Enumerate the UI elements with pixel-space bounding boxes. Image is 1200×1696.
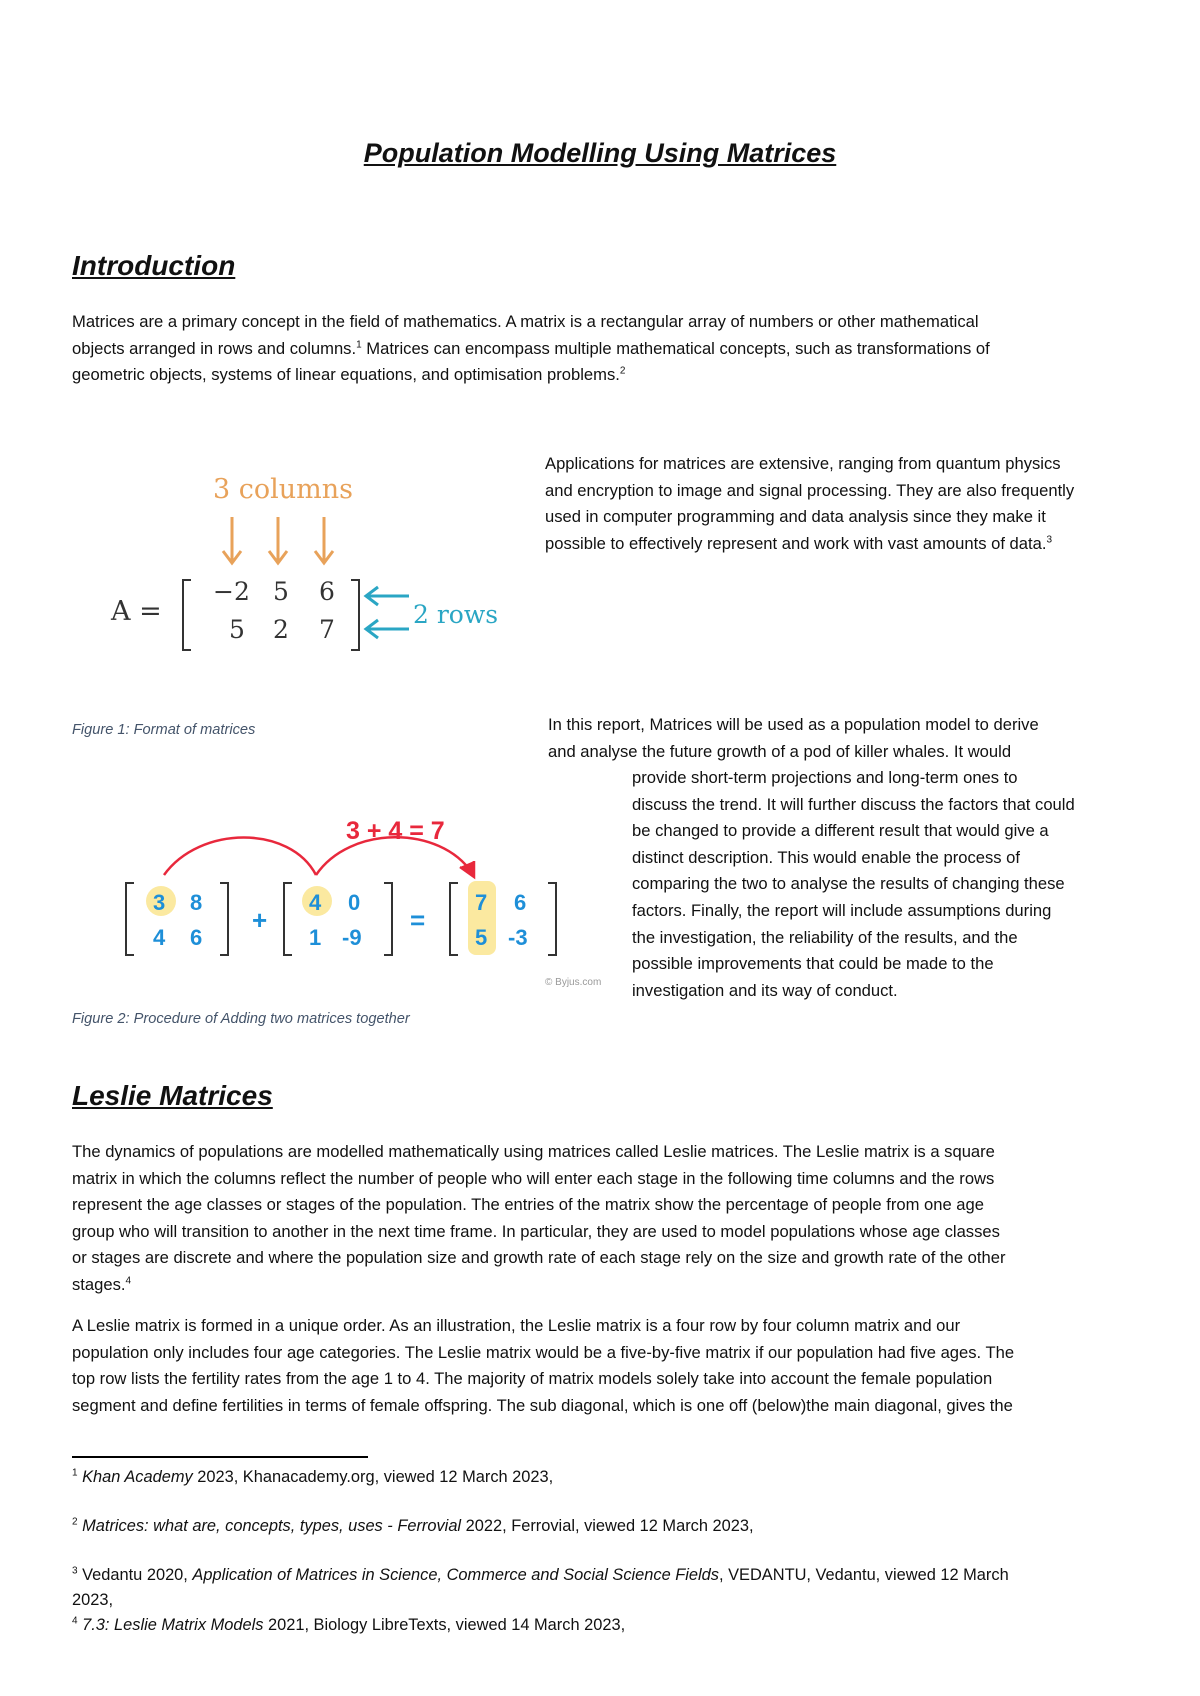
matrix-cell: 4 (153, 925, 166, 950)
applications-paragraph: Applications for matrices are extensive, ranging from quantum physics and encryption to image and signal processing. They are also frequently used in computer programming and data analysis since they make it possible to effectively represent and work with vast amounts of data.$^3$ (545, 454, 1075, 553)
matrix-cell: 5 (273, 577, 289, 606)
matrix-2-brackets (284, 883, 392, 955)
row-arrows (366, 587, 409, 638)
matrix-cell: 6 (319, 577, 335, 606)
figure-2-caption: Figure 2: Procedure of Adding two matrices together (72, 1011, 410, 1027)
matrix-cell: 6 (514, 890, 527, 915)
matrix-1-brackets (126, 883, 228, 955)
intro-line-3: geometric objects, systems of linear equations, and optimisation problems.$^2$ (72, 365, 626, 385)
matrix-addition-figure (120, 805, 620, 995)
addition-equation: 3 + 4 = 7 (346, 817, 445, 845)
footnote-divider (72, 1456, 368, 1458)
matrix-3-brackets (450, 883, 556, 955)
image-credit: © Byjus.com (545, 977, 602, 988)
intro-line-2: objects arranged in rows and columns.$^1$ Matrices can encompass multiple mathematical concepts, such as transformations of (72, 338, 990, 358)
equals-sign: = (410, 905, 426, 935)
column-arrows (223, 517, 333, 563)
matrix-cell: 7 (475, 890, 488, 915)
report-paragraph-indented: provide short-term projections and long-term ones to discuss the trend. It will further discuss the factors that could be changed to provide a different result that would give a distinct description. This would enable the process of comparing the two to analyse the results of changing these factors. Finally, the report will include assumptions during the investigation, the reliability of the results, and the possible improvements that could be made to the investigation and its way of conduct. (632, 768, 1075, 1000)
matrix-cell: −2 (213, 577, 250, 606)
matrix-cell: 7 (319, 615, 335, 644)
leslie-heading: Leslie Matrices (72, 1080, 273, 1111)
footnote-2: $^2$ Matrices: what are, concepts, types, uses - Ferrovial 2022, Ferrovial, viewed 12 March 2023, (72, 1516, 754, 1535)
matrix-cell: 2 (273, 615, 289, 644)
introduction-heading: Introduction (72, 250, 236, 281)
footnote-1: $^1$ Khan Academy 2023, Khanacademy.org, viewed 12 March 2023, (72, 1467, 554, 1486)
matrix-cell: 6 (190, 925, 203, 950)
leslie-paragraph-1: The dynamics of populations are modelled mathematically using matrices called Leslie matrices. The Leslie matrix is a square matrix in which the columns reflect the number of people who will enter each stage in the following time columns and the rows represent the age classes or stages of the population. The entries of the matrix show the percentage of people from one age group who will transition to another in the next time frame. In particular, they are used to model populations whose age classes or stages are discrete and where the population size and growth rate of each stage rely on the size and growth rate of the other stages.$^4$ (72, 1142, 1006, 1294)
rows-label: 2 rows (413, 600, 499, 629)
figure-1-caption: Figure 1: Format of matrices (72, 722, 256, 738)
report-paragraph: In this report, Matrices will be used as a population model to derive and analyse the future growth of a pod of killer whales. It would (548, 715, 1039, 761)
footnote-3: $^3$ Vedantu 2020, Application of Matrices in Science, Commerce and Social Science Fields, VEDANTU, Vedantu, viewed 12 March 2023, (72, 1565, 1009, 1609)
matrix-cell: -3 (508, 925, 528, 950)
footnote-4: $^4$ 7.3: Leslie Matrix Models 2021, Biology LibreTexts, viewed 14 March 2023, (72, 1615, 626, 1634)
columns-label: 3 columns (213, 474, 354, 505)
matrix-cell: 5 (229, 615, 245, 644)
page-title: Population Modelling Using Matrices (363, 138, 837, 168)
matrix-cell: -9 (342, 925, 362, 950)
matrix-lhs: A = (111, 596, 162, 627)
matrix-cell: 3 (153, 890, 166, 915)
matrix-cell: 1 (309, 925, 322, 950)
plus-sign: + (252, 905, 268, 935)
matrix-cell: 8 (190, 890, 203, 915)
leslie-paragraph-2: A Leslie matrix is formed in a unique order. As an illustration, the Leslie matrix is a four row by four column matrix and our population only includes four age categories. The Leslie matrix would be a five-by-five matrix if our population had five ages. The top row lists the fertility rates from the age 1 to 4. The majority of matrix models solely take into account the female population segment and define fertilities in terms of female offspring. The sub diagonal, which is one off (below)the main diagonal, gives the (72, 1316, 1015, 1415)
matrix-cell: 0 (348, 890, 361, 915)
intro-paragraph-1 (72, 309, 1142, 389)
matrix-cell: 4 (309, 890, 322, 915)
intro-line-1: Matrices are a primary concept in the field of mathematics. A matrix is a rectangular array of numbers or other mathematical (72, 312, 979, 331)
matrix-cell: 5 (475, 925, 488, 950)
matrix-format-figure (95, 465, 515, 665)
